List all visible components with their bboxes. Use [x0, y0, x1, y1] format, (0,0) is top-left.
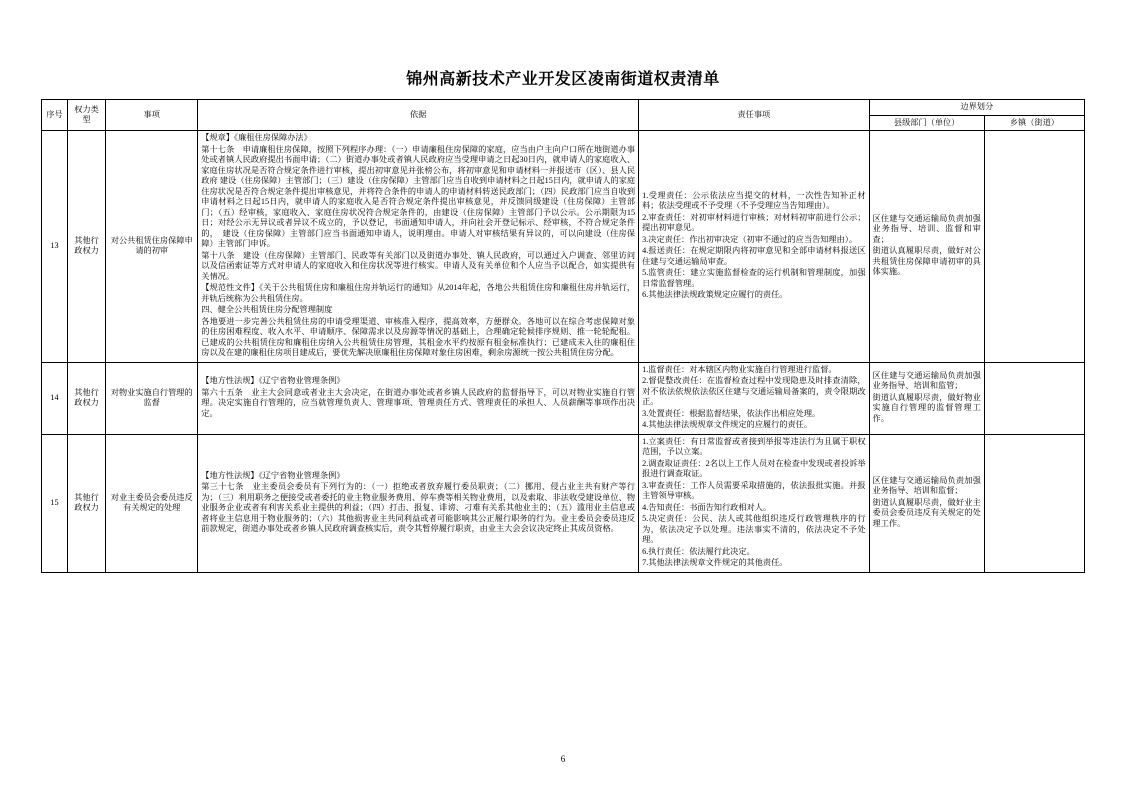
- table-row: [42, 362, 1085, 434]
- header-basis: 依据: [198, 100, 639, 131]
- header-power-type: 权力类型: [68, 100, 106, 131]
- cell-item: 对业主委员会委员违反有关规定的处理: [106, 434, 198, 572]
- cell-power-type: 其他行政权力: [68, 434, 106, 572]
- header-item: 事项: [106, 100, 198, 131]
- cell-boundary-town: [984, 362, 1084, 434]
- table-body: [42, 131, 1085, 573]
- table-header: [42, 100, 1085, 131]
- page-title: 锦州高新技术产业开发区凌南街道权责清单: [406, 71, 720, 88]
- header-duty: 责任事项: [639, 100, 869, 131]
- cell-boundary-dept: 区住建与交通运输局负责加强业务指导、培训和监管； 街道认真履职尽责，做好物业实施自行管理的监督管理工作。: [869, 362, 984, 434]
- cell-duty: 1.立案责任：有日常监督或者接到举报等违法行为且属于职权范围，予以立案。 2.调查取证责任：2名以上工作人员对在检查中发现或者投诉举报进行调查取证。 3.审查责任：工作人员需要采取措施的，依法报批实施。并报主管领导审核。 4.告知责任：书面告知行政相对人。 5.决定责任：公民、法人或其他组织违反行政管理秩序的行为，依法决定予以处理。违法事实不清的，依法决定不予处理。 6.执行责任：依法履行此决定。 7.其他法律法规章文件规定的其他责任。: [639, 434, 869, 572]
- cell-seq: 13: [42, 131, 68, 363]
- cell-seq: 15: [42, 434, 68, 572]
- header-boundary: 边界划分: [869, 100, 1084, 116]
- table-row: [42, 434, 1085, 572]
- cell-boundary-town: [984, 434, 1084, 572]
- cell-item: 对物业实施自行管理的监督: [106, 362, 198, 434]
- cell-boundary-town: [984, 131, 1084, 363]
- page-number: 6: [560, 754, 566, 764]
- cell-basis: 【地方性法规】《辽宁省物业管理条例》 第三十七条 业主委员会委员有下列行为的：（一）拒绝或者放弃履行委员职责；（二）挪用、侵占业主共有财产等行为；（三）利用职务之便接受或者委托的业主物业服务费用、停车费等相关物业费用，以及索取、非法收受建设单位、物业服务企业或者有利害关系业主提供的利益；（四）打击、报复、诽谤、刁难有关系其他业主的；（五）滥用业主信息或者将业主信息用于物业服务的；（六）其他损害业主共同利益或者可能影响其公正履行职务的行为。业主委员会委员违反前款规定，街道办事处或者乡镇人民政府调查核实后，责令其暂停履行职责，由业主大会会议决定终止其成员资格。: [198, 434, 639, 572]
- cell-power-type: 其他行政权力: [68, 362, 106, 434]
- cell-boundary-dept: 区住建与交通运输局负责加强业务指导、培训、监督和审查； 街道认真履职尽责，做好对公共租赁住房保障申请初审的具体实施。: [869, 131, 984, 363]
- responsibility-list-table: [41, 99, 1085, 573]
- cell-item: 对公共租赁住房保障申请的初审: [106, 131, 198, 363]
- table-row: [42, 131, 1085, 363]
- cell-basis: 【规章】《廉租住房保障办法》 第十七条 申请廉租住房保障，按照下列程序办理：（一）申请廉租住房保障的家庭，应当由户主向户口所在地街道办事处或者镇人民政府提出书面申请；（二）街道办事处或者镇人民政府应当受理申请之日起30日内，就申请人的家庭收入、家庭住房状况是否符合规定条件进行审核，提出初审意见并张榜公布，将初审意见和申请材料一并报送市（区）、县人民政府 建设（住房保障）主管部门；（三）建设（住房保障）主管部门应当自收到申请材料之日起15日内，就申请人的家庭住房状况是否符合规定条件提出审核意见，并将符合条件的申请人的申请材料转送民政部门；（四）民政部门应当自收到申请材料之日起15日内，就申请人的家庭收入是否符合规定条件提出审核意见，并反馈同级建设（住房保障）主管部门；（五）经审核，家庭收入、家庭住房状况符合规定条件的，由建设（住房保障）主管部门予以公示。公示期限为15日；对经公示无异议或者异议不成立的，予以登记，书面通知申请人，并向社会开登记标示、经审核，不符合规定条件的， 建设（住房保障）主管部门应当书面通知申请人，说明理由。申请人对审核结果有异议的，可以向建设（住房保障）主管部门申诉。 第十八条 建设（住房保障）主管部门、民政等有关部门以及街道办事处、镇人民政府，可以通过入户调查、邻里访问以及信函索证等方式对申请人的家庭收入和住房状况等进行核实。申请人及有关单位和个人应当予以配合，如实提供有关情况。 【规范性文件】《关于公共租赁住房和廉租住房并轨运行的通知》从2014年起，各地公共租赁住房和廉租住房并轨运行，并轨后统称为公共租赁住房。 四、健全公共租赁住房分配管理制度 各地要进一步完善公共租赁住房的申请受理渠道、审核准入程序，提高效率，方便群众。各地可以在综合考虑保障对象的住房困难程度、收入水平、申请顺序、保障需求以及房源等情况的基础上，合理确定轮候排序规则、推一轮轮配租。已建成的公共租赁住房和廉租住房纳入公共租赁住房管理，其租金水平约按原有租金标准执行；已建成未入住的廉租住房以及在建的廉租住房项目建成后，要优先解决原廉租住房保障对象住房困难，剩余房源统一按公共租赁住房分配。: [198, 131, 639, 363]
- header-seq: 序号: [42, 100, 68, 131]
- cell-power-type: 其他行政权力: [68, 131, 106, 363]
- cell-duty: 1.受理责任：公示依法应当提交的材料，一次性告知补正材料；依法受理或不予受理（不予受理应当告知理由）。 2.审查责任：对初审材料进行审核；对材料初审前进行公示；提出初审意见。 3.决定责任：作出初审决定（初审不通过的应当告知理由）。 4.报送责任：在规定期限内将初审意见和全部申请材料报送区住建与交通运输局审查。 5.监管责任：建立实施监督检查的运行机制和管理制度，加强日常监督管理。 6.其他法律法规政策规定应履行的责任。: [639, 131, 869, 363]
- header-boundary-dept: 县级部门（单位）: [869, 115, 984, 131]
- cell-basis: 【地方性法规】《辽宁省物业管理条例》 第六十五条 业主大会同意或者业主大会决定，在街道办事处或者乡镇人民政府的监督指导下，可以对物业实施自行管理。决定实施自行管理的，应当就管理负责人、管理事项、管理责任方式、管理责任的承担人、人员薪酬等事项作出决定。: [198, 362, 639, 434]
- header-boundary-town: 乡镇（街道）: [984, 115, 1084, 131]
- cell-boundary-dept: 区住建与交通运输局负责加强业务指导、培训和监督； 街道认真履职尽责，做好业主委员会委员违反有关规定的处理工作。: [869, 434, 984, 572]
- cell-duty: 1.监督责任：对本辖区内物业实施自行管理进行监督。 2.督促整改责任：在监督检查过程中发现隐患及时排查清除，对不依法依规依法依区住建与交通运输局备案的，责令限期改正。 3.处置责任：根据监督结果，依法作出相应处理。 4.其他法律法规规章文件规定的应履行的责任。: [639, 362, 869, 434]
- cell-seq: 14: [42, 362, 68, 434]
